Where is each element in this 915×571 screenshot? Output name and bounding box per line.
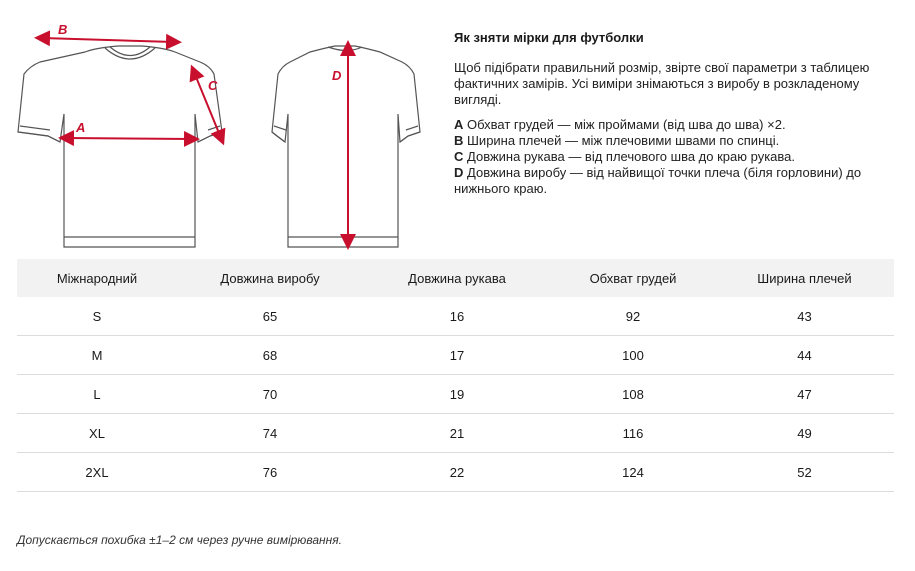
cell-length: 74 [262, 425, 278, 441]
instruction-d [454, 165, 894, 197]
cell-shoulders: 49 [797, 425, 812, 441]
cell-shoulders: 47 [797, 386, 812, 402]
header-chest: Обхват грудей [589, 270, 677, 286]
instruction-b-letter: B [454, 133, 464, 148]
cell-length: 65 [262, 308, 278, 324]
instruction-b-text: Ширина плечей — між плечовими швами по спинці. [467, 133, 780, 148]
size-table [17, 259, 894, 492]
instruction-a-text: Обхват грудей — між проймами (від шва до шва) ×2. [467, 117, 786, 132]
label-d: D [332, 68, 342, 83]
instruction-a-letter: A [454, 117, 464, 132]
cell-size: S [92, 308, 102, 324]
cell-shoulders: 43 [797, 308, 812, 324]
instructions-intro: Щоб підібрати правильний розмір, звірте свої параметри з таблицею фактичних замірів. Усі виміри знімаються з виробу в розкладеному вигляді. [454, 60, 870, 107]
instruction-b [454, 133, 894, 149]
header-sleeve: Довжина рукава [408, 270, 506, 286]
cell-size: M [91, 347, 103, 363]
cell-size: 2XL [85, 464, 109, 480]
table-row [17, 297, 894, 336]
tshirt-front-outline [18, 46, 222, 247]
arrow-a [66, 138, 192, 139]
label-c: C [208, 78, 218, 93]
cell-sleeve: 17 [449, 347, 465, 363]
measurement-instructions [454, 30, 894, 197]
cell-chest: 100 [622, 347, 644, 363]
cell-length: 68 [262, 347, 278, 363]
cell-size: L [93, 386, 101, 402]
instruction-a [454, 117, 894, 133]
cell-length: 70 [262, 386, 278, 402]
instruction-d-letter: D [454, 165, 464, 180]
tshirt-back-outline [272, 46, 420, 247]
table-row [17, 453, 894, 492]
header-international: Міжнародний [56, 270, 138, 286]
cell-sleeve: 19 [449, 386, 465, 402]
label-b: B [58, 22, 68, 37]
instruction-c-text: Довжина рукава — від плечового шва до краю рукава. [467, 149, 795, 164]
table-row [17, 414, 894, 453]
cell-shoulders: 52 [797, 464, 812, 480]
label-a: A [76, 120, 86, 135]
header-shoulders: Ширина плечей [757, 270, 852, 286]
cell-chest: 124 [622, 464, 644, 480]
header-length: Довжина виробу [220, 270, 320, 286]
instructions-title: Як зняти мірки для футболки [454, 30, 644, 45]
cell-length: 76 [262, 464, 278, 480]
instruction-d-text: Довжина виробу — від найвищої точки плеча (біля горловини) до нижнього краю. [454, 165, 862, 196]
cell-shoulders: 44 [797, 347, 812, 363]
tolerance-note: Допускається похибка ±1–2 см через ручне вимірювання. [17, 533, 342, 547]
table-row [17, 375, 894, 414]
table-row [17, 336, 894, 375]
arrow-b [42, 38, 174, 42]
cell-chest: 92 [625, 308, 641, 324]
table-header [17, 259, 894, 297]
cell-size: XL [89, 425, 105, 441]
instruction-c-letter: C [454, 149, 464, 164]
cell-sleeve: 21 [449, 425, 465, 441]
cell-sleeve: 22 [449, 464, 465, 480]
cell-chest: 116 [622, 425, 644, 441]
instruction-c [454, 149, 894, 165]
cell-sleeve: 16 [449, 308, 465, 324]
cell-chest: 108 [622, 386, 644, 402]
tshirt-measurement-illustration [10, 14, 430, 254]
